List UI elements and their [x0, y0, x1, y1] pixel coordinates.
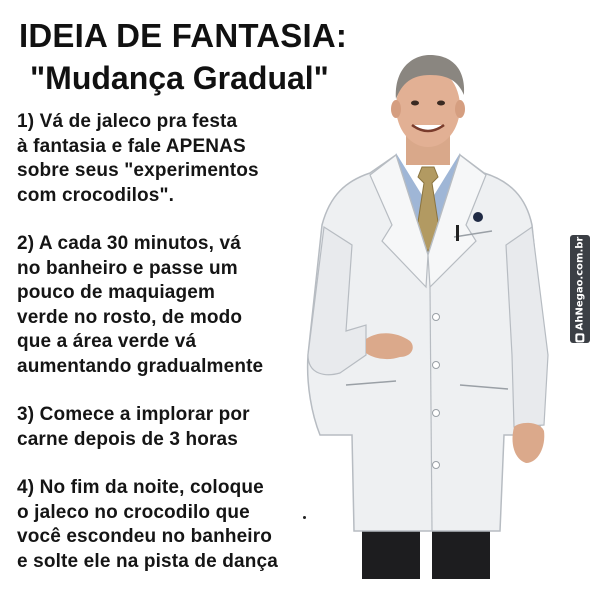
ear-right — [455, 100, 465, 118]
meme-title: IDEIA DE FANTASIA: — [19, 17, 348, 54]
ear-left — [391, 100, 401, 118]
pen-icon — [456, 225, 459, 241]
trousers — [362, 525, 490, 579]
watermark-text: AhNegao.com.br — [574, 236, 586, 330]
eye-left — [411, 101, 419, 106]
watermark-badge — [570, 235, 590, 343]
ahnegao-logo-icon — [576, 333, 585, 342]
step-1: 1) Vá de jaleco pra festa à fantasia e fale APENAS sobre seus "experimentos com crocodilos". — [17, 111, 259, 206]
stray-dot — [303, 516, 306, 519]
meme-subtitle: "Mudança Gradual" — [30, 60, 329, 96]
eye-right — [437, 101, 445, 106]
step-3: 3) Comece a implorar por carne depois de 3 horas — [17, 404, 250, 450]
steps-list — [17, 110, 317, 598]
step-2: 2) A cada 30 minutos, vá no banheiro e passe um pouco de maquiagem verde no rosto, de modo que a área verde vá aumentando gradualmente — [17, 233, 264, 377]
hand-right — [513, 423, 545, 463]
step-4: 4) No fim da noite, coloque o jaleco no crocodilo que você escondeu no banheiro e solte ele na pista de dança — [17, 477, 278, 572]
man-in-lab-coat-image — [300, 55, 560, 579]
badge-icon — [473, 212, 483, 222]
